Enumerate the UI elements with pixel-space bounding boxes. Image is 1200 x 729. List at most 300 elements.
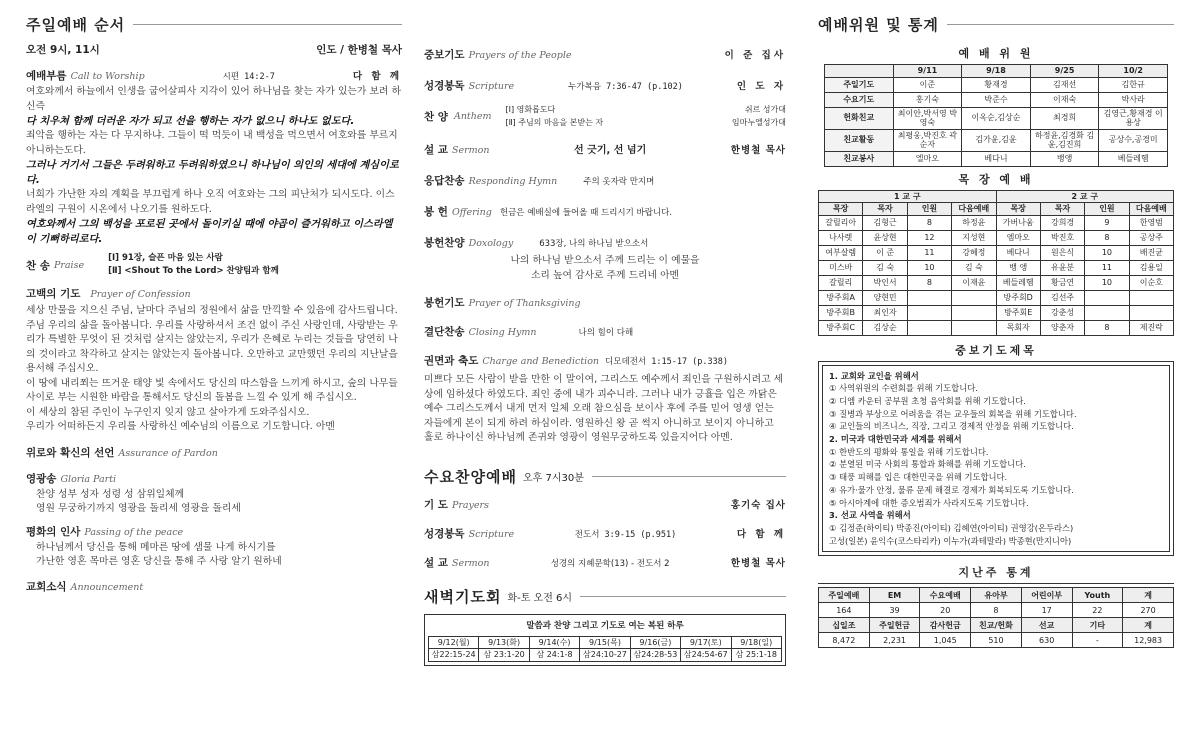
table-cell: 이 준 [863, 245, 907, 260]
table-cell: 이재윤 [952, 275, 996, 290]
section-title: 예배위원 및 통계 [818, 15, 939, 34]
table-cell: 김가윤,김윤 [962, 129, 1031, 151]
prayer-paragraph: 이 땅에 내리쬐는 뜨거운 태양 빛 속에서도 당신의 따스함을 느끼게 하시고, 숲의 나무들 사이로 부는 시원한 바람을 통해서도 당신의 돌봄을 느낄 수 있게 해 주십시오. [26, 377, 398, 403]
table-cell: 9/17(토) [681, 636, 731, 649]
table-row [429, 636, 782, 649]
table-cell: 베다니 [962, 151, 1031, 166]
item-label: 위로와 확신의 선언 [26, 446, 115, 459]
prayer-item: ⑤ 아시아계에 대한 증오범죄가 사라지도록 기도합니다. [829, 497, 1029, 508]
section-header [818, 14, 1174, 34]
table-cell [1085, 290, 1129, 305]
item-label: 응답찬송 [424, 175, 465, 187]
table-cell: 황재경 [962, 77, 1031, 92]
divider [580, 596, 786, 597]
item-label: 설 교 [424, 556, 448, 569]
column-header [825, 65, 894, 78]
hymn-title: 나의 힘이 다해 [578, 328, 634, 338]
item-label: 찬 송 [26, 259, 50, 272]
column-header: 계 [1123, 588, 1174, 603]
prayer-item: ③ 태풍 피해를 입은 대한민국을 위해 기도합니다. [829, 472, 1008, 483]
hymn-title: 633장, 나의 하나님 받으소서 [539, 239, 649, 249]
item-label: 권면과 축도 [424, 355, 479, 367]
table-cell: 12,983 [1123, 633, 1174, 648]
table-cell: 최인자 [863, 305, 907, 320]
table-cell: 삼24:10-27 [580, 649, 630, 662]
table-cell: 미스바 [819, 260, 863, 275]
table-cell: 11 [1085, 260, 1129, 275]
section-header [26, 14, 402, 34]
table-cell: 엘마오 [893, 151, 962, 166]
table-cell: 여부살렘 [819, 245, 863, 260]
call-to-worship-row [26, 68, 402, 83]
stats-title: 지난주 통계 [958, 566, 1034, 580]
column-header: 기타 [1072, 618, 1123, 633]
prayer-item: ① 사역위원의 수련회를 위해 기도합니다. [829, 383, 978, 394]
table-cell: 강춘성 [1040, 305, 1084, 320]
table-cell: 하정윤,김경화 김윤,김진희 [1030, 129, 1099, 151]
column-header: 9/25 [1030, 65, 1099, 78]
item-english: Call to Worship [70, 71, 145, 82]
column-header: 친교/헌화 [971, 618, 1022, 633]
item-english: Responding Hymn [468, 176, 558, 187]
prayer-item: ② 디엠 카운터 공부원 초청 음악회를 위해 기도합니다. [829, 395, 1026, 406]
table-cell: 목회자 [996, 320, 1040, 335]
table-cell: 강희경 [1040, 215, 1084, 230]
column-header: 인원 [907, 203, 951, 216]
table-cell: 하정윤 [952, 215, 996, 230]
column-header: 주일예배 [819, 588, 870, 603]
item-english: Gloria Parti [60, 473, 117, 485]
gloria-line: 찬양 성부 성자 성령 성 삼위일체께 [36, 488, 185, 500]
intercessory-prayer-row [424, 47, 786, 62]
song-line: 하나님께서 당신을 통해 메마른 땅에 샘물 나게 하시기를 [36, 541, 276, 553]
item-label: 예배부름 [26, 70, 67, 82]
item-label: 봉헌기도 [424, 297, 465, 309]
item-english: Sermon [451, 145, 490, 156]
table-cell: 홍기숙 [893, 92, 962, 107]
column-header: 주일헌금 [869, 618, 920, 633]
table-cell: 김한규 [1099, 77, 1168, 92]
table-row [819, 305, 1174, 320]
table-cell: 배진균 [1129, 245, 1173, 260]
table-cell: 삼 23:1-20 [479, 649, 529, 662]
table-row [819, 320, 1174, 335]
table-cell: 박인서 [863, 275, 907, 290]
table-cell: 22 [1072, 603, 1123, 618]
item-label: 찬 양 [424, 110, 448, 123]
table-cell [1085, 305, 1129, 320]
benediction-row [424, 353, 786, 368]
prayer-item: 고성(일본) 윤익수(코스타리카) 이누가(과테말라) 박종현(만지니아) [829, 535, 1072, 546]
item-label: 성경봉독 [424, 80, 465, 92]
table-cell: 방주회A [819, 290, 863, 305]
wednesday-sermon-row [424, 555, 786, 570]
table-cell: 이옥순,김상순 [962, 107, 1031, 129]
wednesday-prayer-row [424, 497, 786, 512]
column-header: 9/18 [962, 65, 1031, 78]
column-header: 다음예배 [952, 203, 996, 216]
item-english: Charge and Benediction [482, 356, 600, 367]
table-cell: 삼22:15-24 [429, 649, 479, 662]
table-cell: 김형근 [863, 215, 907, 230]
table-header-row [819, 203, 1174, 216]
page-title: 주일예배 순서 [26, 15, 126, 34]
item-english: Scripture [468, 528, 515, 540]
item-english: Announcement [70, 581, 144, 593]
table-cell: 8,472 [819, 633, 870, 648]
table-cell: 양춘자 [1040, 320, 1084, 335]
order-of-worship-column-2 [424, 0, 786, 666]
table-cell: 윤상현 [863, 230, 907, 245]
table-cell: 최평웅,박진호 곽순자 [893, 129, 962, 151]
table-cell: 강혜정 [952, 245, 996, 260]
table-cell: 11 [907, 245, 951, 260]
table-cell: 김선주 [1040, 290, 1084, 305]
choir-name: 쉬르 성가대 [744, 105, 786, 114]
item-person: 다 함 께 [736, 528, 786, 540]
item-label: 기 도 [424, 498, 448, 511]
prayer-paragraph: 이 세상의 참된 주인이 누구인지 잊지 않고 살아가게 도와주십시오. [26, 406, 310, 418]
scripture-row [424, 78, 786, 93]
row-header: 수요기도 [825, 92, 894, 107]
row-header: 친교봉사 [825, 151, 894, 166]
prayer-item: ④ 교인들의 비즈니스, 직장, 그리고 경제적 안정을 위해 기도합니다. [829, 421, 1074, 432]
column-header: 10/2 [1099, 65, 1168, 78]
call-to-worship-text [26, 85, 402, 247]
table-cell: 뱅 앵 [996, 260, 1040, 275]
table-cell [1129, 290, 1173, 305]
column-header: 유아부 [971, 588, 1022, 603]
item-person: 홍기숙 집사 [730, 499, 786, 511]
table-cell: 삼 25:1-18 [731, 649, 781, 662]
table-cell: 8 [907, 275, 951, 290]
table-cell: 이재숙 [1030, 92, 1099, 107]
table-cell: 삼24:54-67 [681, 649, 731, 662]
table-cell: 8 [1085, 320, 1129, 335]
table-cell: 8 [907, 215, 951, 230]
table-row [825, 129, 1168, 151]
row-header: 헌화친교 [825, 107, 894, 129]
table-cell: 17 [1021, 603, 1072, 618]
anthem-row [424, 103, 786, 129]
table-row [819, 215, 1174, 230]
table-cell: 공상수,공경미 [1099, 129, 1168, 151]
doxology-lyric: 나의 하나님 받으소서 주께 드리는 이 예물을 [510, 255, 700, 266]
gloria-row [26, 471, 402, 486]
anthem-title: [Ⅰ] 영화롭도다 [505, 105, 556, 114]
table-cell: 방주회D [996, 290, 1040, 305]
wednesday-header [424, 467, 786, 487]
sermon-title: 선 긋기, 선 넘기 [574, 145, 647, 156]
column-header: Youth [1072, 588, 1123, 603]
prayer-item: ① 한반도의 평화와 통일을 위해 기도합니다. [829, 446, 989, 457]
stats-section [818, 583, 1174, 648]
anthem-title: [Ⅱ] 주님의 마음을 본받는 자 [505, 118, 604, 127]
prayer-list-frame [818, 361, 1174, 557]
committee-table [824, 64, 1168, 167]
item-label: 봉 헌 [424, 206, 448, 218]
item-label: 결단찬송 [424, 326, 465, 338]
wednesday-title: 수요찬양예배 [424, 468, 517, 486]
service-leader: 인도 / 한병철 목사 [316, 44, 402, 56]
table-cell: 김용일 [1129, 260, 1173, 275]
item-reference: 시편 14:2-7 [222, 72, 275, 82]
item-english: Offering [451, 207, 492, 218]
dawn-schedule-box [424, 614, 786, 666]
dawn-subtitle: 말씀과 찬양 그리고 기도로 여는 복된 하루 [526, 620, 684, 631]
table-cell: 방주회B [819, 305, 863, 320]
table-cell: 이준 [893, 77, 962, 92]
divider [947, 24, 1174, 25]
table-row [819, 245, 1174, 260]
service-time: 오전 9시, 11시 [26, 44, 100, 56]
column-header: 인원 [1085, 203, 1129, 216]
table-cell: - [1072, 633, 1123, 648]
column-header: 다음예배 [1129, 203, 1173, 216]
prayer-item: 1. 교회와 교인을 위해서 [829, 370, 919, 381]
table-row [819, 190, 1174, 203]
prayer-item: 2. 미국과 대한민국과 세계를 위해서 [829, 434, 962, 445]
district-header: 2 교 구 [996, 190, 1174, 203]
item-person: 이 준 집사 [724, 50, 786, 61]
column-header: 목자 [863, 203, 907, 216]
service-time-row [26, 42, 402, 57]
item-label: 영광송 [26, 472, 57, 485]
stats-table [818, 587, 1174, 648]
table-cell [1129, 305, 1173, 320]
table-cell: 박준수 [962, 92, 1031, 107]
table-cell: 김상순 [863, 320, 907, 335]
item-english: Prayers of the People [468, 50, 572, 61]
hymn-line: [Ⅰ] 91장, 슬픈 마음 있는 사람 [108, 253, 223, 263]
item-english: Doxology [468, 238, 514, 249]
item-english: Scripture [468, 81, 515, 92]
column-header: 수요예배 [920, 588, 971, 603]
table-cell: 박사라 [1099, 92, 1168, 107]
table-cell: 8 [1085, 230, 1129, 245]
table-cell: 베들레헴 [1099, 151, 1168, 166]
column-header: 계 [1123, 618, 1174, 633]
table-cell: 나사렛 [819, 230, 863, 245]
prayer-paragraph: 우리가 어떠하든지 우리를 사랑하신 예수님의 이름으로 기도합니다. 아멘 [26, 421, 335, 432]
item-english: Passing of the peace [84, 526, 184, 538]
praise-row [26, 252, 402, 278]
district-header: 1 교 구 [819, 190, 997, 203]
table-row [819, 230, 1174, 245]
table-cell [907, 320, 951, 335]
table-cell: 2,231 [869, 633, 920, 648]
column-header: 어린이부 [1021, 588, 1072, 603]
song-line: 가난한 영혼 목마른 영혼 당신을 통해 주 사랑 알기 원하네 [36, 556, 282, 567]
table-row [819, 260, 1174, 275]
row-header: 주일기도 [825, 77, 894, 92]
gloria-line: 영원 무궁하기까지 영광을 돌리세 영광을 돌리세 [36, 503, 241, 514]
response-hymn-row [424, 173, 786, 188]
item-label: 교회소식 [26, 580, 67, 593]
item-label: 봉헌찬양 [424, 237, 465, 249]
table-cell [907, 305, 951, 320]
table-row [825, 92, 1168, 107]
table-cell: 김영근,황재경 이용상 [1099, 107, 1168, 129]
table-row [819, 275, 1174, 290]
column-header: 목자 [1040, 203, 1084, 216]
prayer-list [822, 365, 1170, 553]
prayer-paragraph: 주님 우리의 삶을 돌아봅니다. 우리를 사랑하셔서 조건 없이 주신 사랑인데, 사랑받는 우리가 특별한 무엇이 된 것처럼 살지는 않았는지, 우리가 은혜로 누리는 것들을 당연히 나의 것이라고 착각하고 살지는 않았는지 돌아봅니다. 오만하고 교만했던 우리의 지난날을 용서해 주십시오. [26, 319, 398, 374]
table-cell: 12 [907, 230, 951, 245]
column-header: 목장 [996, 203, 1040, 216]
column-header: 감사헌금 [920, 618, 971, 633]
responsive-reading-line: 그러나 거기서 그들은 두려워하고 두려워하였으니 하나님이 의인의 세대에 계심이로다. [26, 160, 399, 186]
table-cell: 갈릴리 [819, 275, 863, 290]
table-cell: 엠마오 [996, 230, 1040, 245]
order-of-worship-column [26, 0, 402, 594]
table-row [819, 633, 1174, 648]
table-row [825, 107, 1168, 129]
table-cell: 이순호 [1129, 275, 1173, 290]
table-cell: 270 [1123, 603, 1174, 618]
thanksgiving-row [424, 295, 786, 310]
column-header: 선교 [1021, 618, 1072, 633]
cell-group-title: 목 장 예 배 [958, 172, 1034, 186]
table-cell: 164 [819, 603, 870, 618]
table-cell: 10 [1085, 275, 1129, 290]
table-cell: 10 [1085, 245, 1129, 260]
responsive-reading-line: 여호와께서 그의 백성을 포로된 곳에서 돌이키실 때에 야곱이 즐거워하고 이스라엘이 기뻐하리로다. [26, 219, 393, 245]
dawn-time: 화-토 오전 6시 [507, 593, 573, 604]
item-label: 평화의 인사 [26, 525, 81, 538]
table-cell: 박진호 [1040, 230, 1084, 245]
table-cell [952, 305, 996, 320]
table-cell: 510 [971, 633, 1022, 648]
sermon-row [424, 141, 786, 157]
table-cell: 9/16(금) [630, 636, 680, 649]
cell-group-table [818, 190, 1174, 336]
table-row [429, 649, 782, 662]
hymn-title: 주의 옷자락 만지며 [583, 177, 655, 187]
table-cell: 9/14(수) [529, 636, 579, 649]
responsive-reading-line: 다 치우쳐 함께 더러운 자가 되고 선을 행하는 자가 없으니 하나도 없도다. [26, 116, 355, 127]
table-cell: 10 [907, 260, 951, 275]
item-english: Prayers [451, 499, 489, 511]
prayer-paragraph: 세상 만물을 지으신 주님, 날마다 주님의 정원에서 삶을 만끽할 수 있음에 감사드립니다. [26, 305, 398, 316]
prayer-item: ④ 유가·물가 안정, 물류 문제 해결로 경제가 회복되도록 기도합니다. [829, 484, 1074, 495]
item-label: 중보기도 [424, 49, 465, 61]
table-cell: 황금연 [1040, 275, 1084, 290]
item-english: Prayer of Confession [90, 289, 191, 300]
prayer-item: 3. 선교 사역을 위해서 [829, 510, 911, 521]
table-cell: 김 숙 [952, 260, 996, 275]
table-cell: 9/15(목) [580, 636, 630, 649]
wednesday-scripture-row [424, 526, 786, 541]
item-english: Praise [53, 259, 85, 271]
table-cell: 최이안,박서영 박영숙 [893, 107, 962, 129]
table-cell: 방주회C [819, 320, 863, 335]
doxology-row [424, 235, 786, 250]
table-cell: 최경희 [1030, 107, 1099, 129]
closing-hymn-row [424, 324, 786, 339]
item-person: 한병철 목사 [730, 145, 786, 156]
sermon-title: 성경의 지혜문학(13) - 전도서 2 [550, 558, 670, 569]
responsive-reading-line: 너희가 가난한 자의 계획을 부끄럽게 하나 오직 여호와는 그의 피난처가 되시도다. 이스라엘의 구원이 시온에서 나오기를 원하도다. [26, 189, 395, 215]
prayer-item: ③ 질병과 부상으로 어려움을 겪는 교우들의 회복을 위해 기도합니다. [829, 408, 1077, 419]
table-cell: 뱅앵 [1030, 151, 1099, 166]
table-row [819, 618, 1174, 633]
table-cell: 39 [869, 603, 920, 618]
table-cell [952, 290, 996, 305]
table-cell: 9 [1085, 215, 1129, 230]
table-row [819, 603, 1174, 618]
table-cell: 가버나움 [996, 215, 1040, 230]
item-label: 설 교 [424, 144, 448, 156]
item-english: Assurance of Pardon [118, 447, 218, 459]
item-english: Anthem [453, 110, 492, 122]
confession-row [26, 286, 402, 301]
prayer-item: ② 분열된 미국 사회의 통합과 화해를 위해 기도합니다. [829, 459, 1026, 470]
dawn-prayer-header [424, 587, 786, 607]
table-cell: 제진락 [1129, 320, 1173, 335]
item-english: Sermon [451, 557, 490, 569]
committee-title: 예 배 위 원 [958, 47, 1034, 60]
item-english: Prayer of Thanksgiving [468, 298, 581, 309]
divider [592, 476, 786, 477]
table-cell: 공상주 [1129, 230, 1173, 245]
table-cell: 9/12(월) [429, 636, 479, 649]
item-person: 인 도 자 [736, 81, 786, 92]
table-cell: 김 숙 [863, 260, 907, 275]
table-cell [952, 320, 996, 335]
column-header: 9/11 [893, 65, 962, 78]
responsive-reading-line: 죄악을 행하는 자는 다 무지하냐. 그들이 떡 먹듯이 내 백성을 먹으면서 여호와를 부르지 아니하는도다. [26, 130, 398, 156]
table-cell: 원은식 [1040, 245, 1084, 260]
item-person: 다 함 께 [352, 71, 402, 82]
table-row [819, 290, 1174, 305]
table-cell: 갈릴리아 [819, 215, 863, 230]
table-cell: 9/13(화) [479, 636, 529, 649]
table-header-row [825, 65, 1168, 78]
table-cell: 20 [920, 603, 971, 618]
confession-text [26, 304, 402, 435]
divider [133, 24, 402, 25]
table-cell: 유윤분 [1040, 260, 1084, 275]
item-person: 한병철 목사 [730, 557, 786, 569]
announcement-row [26, 579, 402, 594]
table-cell: 방주회E [996, 305, 1040, 320]
hymn-line: [Ⅱ] <Shout To the Lord> 찬양팀과 함께 [108, 266, 279, 276]
assurance-row [26, 445, 402, 460]
offering-note: 헌금은 예배실에 들어올 때 드리시기 바랍니다. [499, 208, 673, 218]
wednesday-time: 오후 7시30분 [522, 473, 584, 484]
dawn-title: 새벽기도회 [424, 588, 502, 606]
responsive-reading-line: 여호와께서 하늘에서 인생을 굽어살피사 지각이 있어 하나님을 찾는 자가 있는가 보려 하신즉 [26, 86, 401, 112]
item-reference: 누가복음 7:36-47 (p.102) [568, 82, 683, 92]
table-cell: 김재선 [1030, 77, 1099, 92]
item-reference: 디모데전서 1:15-17 (p.338) [605, 357, 728, 367]
table-cell: 8 [971, 603, 1022, 618]
prayer-list-title: 중보기도제목 [955, 343, 1037, 357]
column-header: 십일조 [819, 618, 870, 633]
table-cell: 9/18(일) [731, 636, 781, 649]
choir-name: 임마누엘성가대 [731, 118, 786, 127]
table-cell: 삼 24:1-8 [529, 649, 579, 662]
table-row [825, 77, 1168, 92]
prayer-item: ① 김정준(하이티) 박종진(아이티) 김혜연(아이티) 권영강(온두라스) [829, 522, 1074, 533]
column-header: EM [869, 588, 920, 603]
item-english: Closing Hymn [468, 327, 537, 338]
item-label: 고백의 기도 [26, 288, 81, 300]
table-cell: 지성현 [952, 230, 996, 245]
table-cell: 삼24:28-53 [630, 649, 680, 662]
item-label: 성경봉독 [424, 527, 465, 540]
